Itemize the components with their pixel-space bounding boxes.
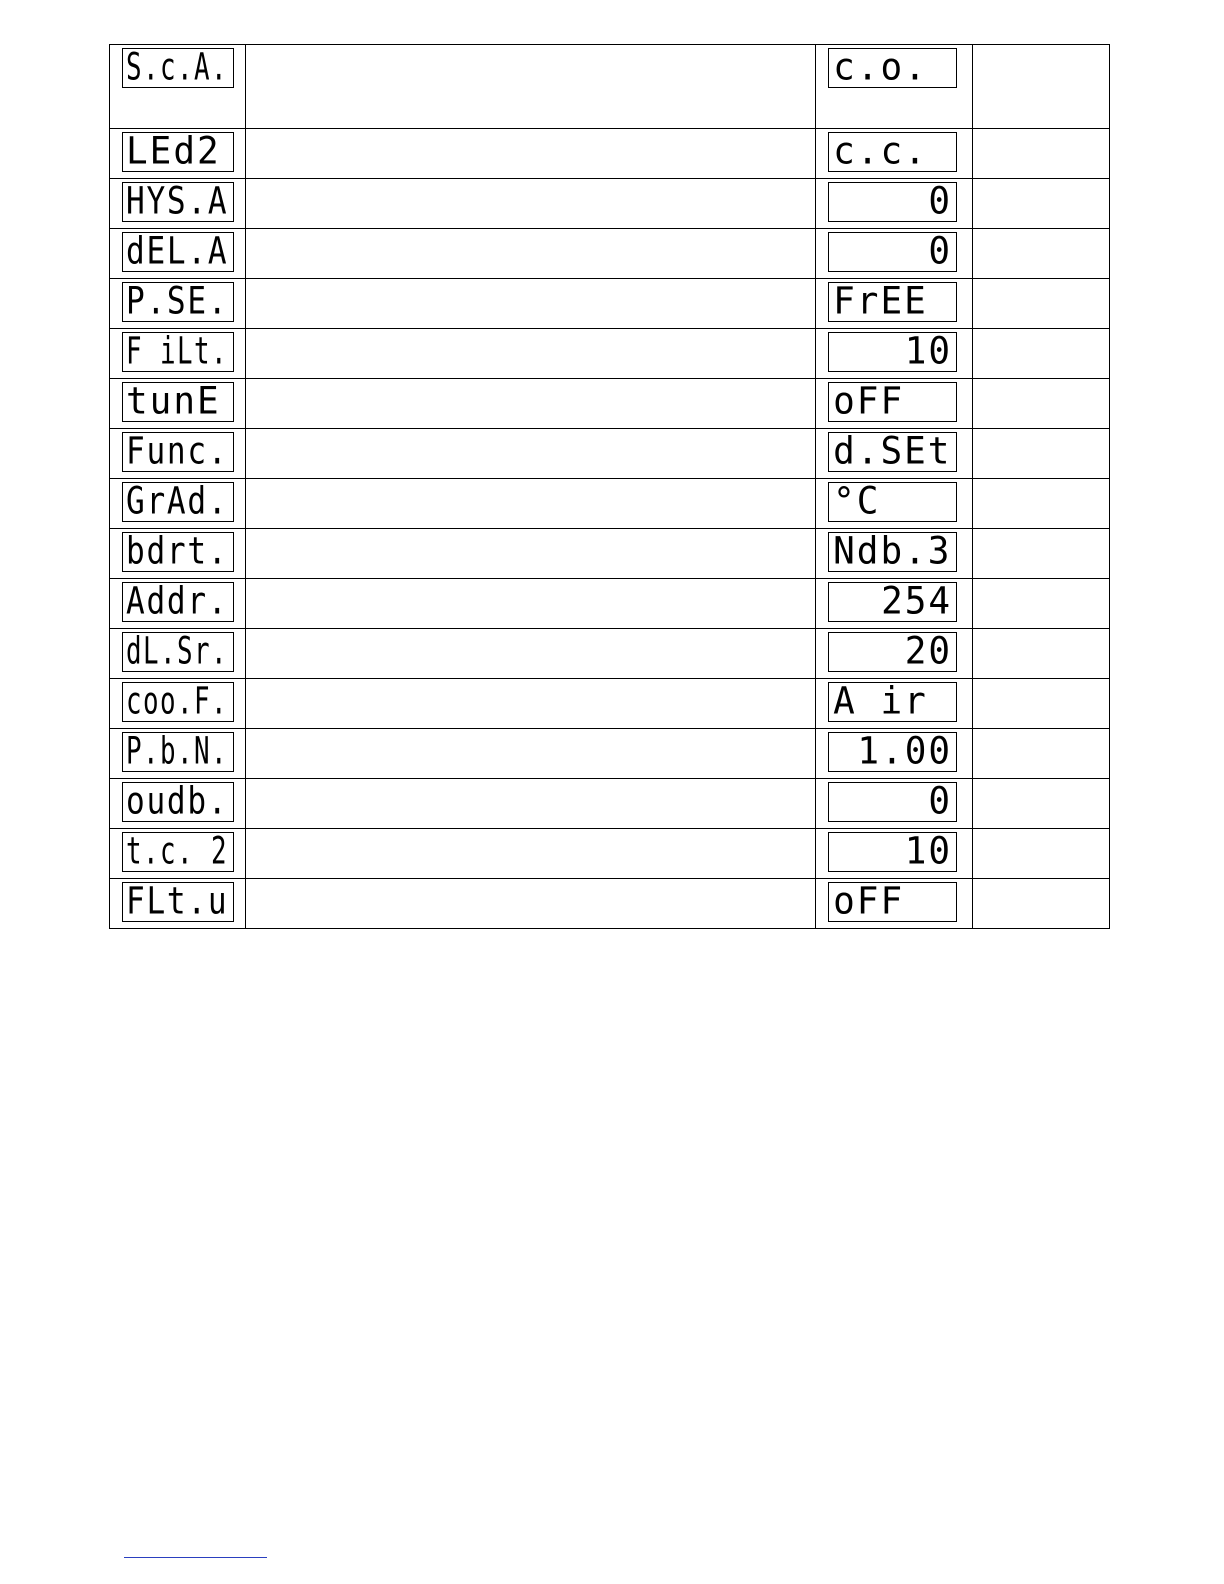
table-row [110,379,1110,429]
default-value-display: A ir [828,682,957,722]
default-value-cell [816,729,972,779]
table-row [110,329,1110,379]
default-value-cell [816,579,972,629]
description-cell [246,529,816,579]
description-cell [246,379,816,429]
user-value-cell [972,579,1109,629]
default-value-display: FrEE [828,282,957,322]
default-value-display: Ndb.3 [828,532,957,572]
parameter-code-cell [110,429,246,479]
user-value-cell [972,329,1109,379]
parameter-code-display: F iLt. [122,332,234,372]
table-row [110,279,1110,329]
parameter-code-display: Func. [122,432,234,472]
user-value-cell [972,779,1109,829]
description-cell [246,329,816,379]
default-value-display: 0 [828,182,957,222]
description-cell [246,479,816,529]
default-value-display: c.o. [828,48,957,88]
default-value-display: 10 [828,332,957,372]
parameter-code-display: HYS.A [122,182,234,222]
table-row [110,779,1110,829]
parameter-code-display: bdrt. [122,532,234,572]
default-value-cell [816,679,972,729]
parameter-code-cell [110,229,246,279]
default-value-display: oFF [828,382,957,422]
table-row [110,479,1110,529]
user-value-cell [972,45,1109,129]
description-cell [246,879,816,929]
user-value-cell [972,179,1109,229]
parameter-code-cell [110,129,246,179]
table-row [110,229,1110,279]
default-value-display: c.c. [828,132,957,172]
table-row [110,629,1110,679]
description-cell [246,129,816,179]
parameter-code-display: P.b.N. [122,732,234,772]
parameter-code-display: GrAd. [122,482,234,522]
description-cell [246,729,816,779]
parameter-code-cell [110,45,246,129]
table-row [110,879,1110,929]
description-cell [246,179,816,229]
parameter-code-display: dL.Sr. [122,632,234,672]
default-value-cell [816,179,972,229]
description-cell [246,779,816,829]
parameter-code-display: dEL.A [122,232,234,272]
parameter-code-display: P.SE. [122,282,234,322]
user-value-cell [972,729,1109,779]
parameter-table [109,44,1110,929]
description-cell [246,579,816,629]
table-row [110,529,1110,579]
parameter-code-cell [110,779,246,829]
default-value-cell [816,329,972,379]
table-row [110,179,1110,229]
table-row [110,829,1110,879]
default-value-display: 0 [828,232,957,272]
table-row [110,45,1110,129]
description-cell [246,829,816,879]
parameter-code-cell [110,179,246,229]
default-value-display: 20 [828,632,957,672]
default-value-cell [816,829,972,879]
default-value-cell [816,229,972,279]
user-value-cell [972,279,1109,329]
footnote-separator-line [124,1557,267,1558]
default-value-cell [816,279,972,329]
parameter-code-cell [110,329,246,379]
parameter-code-cell [110,529,246,579]
user-value-cell [972,379,1109,429]
table-row [110,129,1110,179]
parameter-code-cell [110,679,246,729]
user-value-cell [972,879,1109,929]
parameter-code-cell [110,579,246,629]
default-value-display: 0 [828,782,957,822]
parameter-code-cell [110,729,246,779]
user-value-cell [972,229,1109,279]
default-value-display: 254 [828,582,957,622]
default-value-display: d.SEt [828,432,957,472]
description-cell [246,629,816,679]
parameter-code-display: LEd2 [122,132,234,172]
user-value-cell [972,679,1109,729]
default-value-cell [816,629,972,679]
parameter-code-display: t.c. 2 [122,832,234,872]
parameter-code-cell [110,379,246,429]
description-cell [246,229,816,279]
table-row [110,729,1110,779]
default-value-display: °C [828,482,957,522]
default-value-cell [816,529,972,579]
default-value-cell [816,379,972,429]
default-value-display: 1.00 [828,732,957,772]
parameter-code-display: S.c.A. [122,48,234,88]
default-value-cell [816,45,972,129]
user-value-cell [972,429,1109,479]
parameter-code-cell [110,279,246,329]
user-value-cell [972,829,1109,879]
parameter-code-display: Addr. [122,582,234,622]
parameter-code-cell [110,629,246,679]
default-value-display: 10 [828,832,957,872]
description-cell [246,45,816,129]
default-value-display: oFF [828,882,957,922]
parameter-code-display: oudb. [122,782,234,822]
user-value-cell [972,529,1109,579]
table-row [110,679,1110,729]
description-cell [246,679,816,729]
user-value-cell [972,629,1109,679]
parameter-code-cell [110,479,246,529]
table-row [110,429,1110,479]
default-value-cell [816,879,972,929]
parameter-code-cell [110,879,246,929]
default-value-cell [816,129,972,179]
description-cell [246,429,816,479]
parameter-code-cell [110,829,246,879]
description-cell [246,279,816,329]
parameter-code-display: tunE [122,382,234,422]
user-value-cell [972,479,1109,529]
default-value-cell [816,479,972,529]
user-value-cell [972,129,1109,179]
default-value-cell [816,779,972,829]
parameter-code-display: FLt.u [122,882,234,922]
default-value-cell [816,429,972,479]
table-row [110,579,1110,629]
parameter-code-display: coo.F. [122,682,234,722]
